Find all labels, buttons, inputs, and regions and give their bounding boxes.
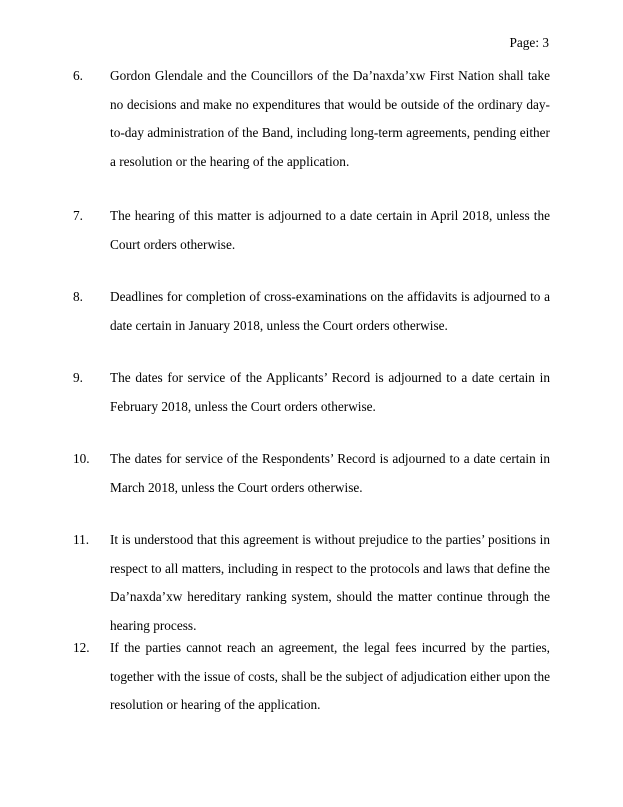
paragraph-text: It is understood that this agreement is without prejudice to the parties’ positions in respect to all matters, including in respect to the protocols and laws that define the Da’naxda’xw hereditary ranking system, should the matter continue through the hearing process. xyxy=(110,532,550,634)
paragraph-item-12 xyxy=(73,634,550,720)
paragraph-number: 7. xyxy=(73,208,83,223)
paragraph-item-11 xyxy=(73,526,550,641)
paragraph-text: Deadlines for completion of cross-examinations on the affidavits is adjourned to a date certain in January 2018, unless the Court orders otherwise. xyxy=(110,289,550,333)
page-number: Page: 3 xyxy=(509,35,549,50)
paragraph-item-8 xyxy=(73,283,550,340)
paragraph-item-6 xyxy=(73,62,550,177)
paragraph-number: 10. xyxy=(73,451,90,466)
paragraph-number: 6. xyxy=(73,68,83,83)
paragraph-text: If the parties cannot reach an agreement, the legal fees incurred by the parties, together with the issue of costs, shall be the subject of adjudication either upon the resolution or hearing of the application. xyxy=(110,640,550,713)
paragraph-text: The dates for service of the Applicants’ Record is adjourned to a date certain in February 2018, unless the Court orders otherwise. xyxy=(110,370,550,414)
paragraph-number: 12. xyxy=(73,640,90,655)
paragraph-number: 8. xyxy=(73,289,83,304)
paragraph-item-9 xyxy=(73,364,550,421)
paragraph-number: 11. xyxy=(73,532,90,547)
paragraph-number: 9. xyxy=(73,370,83,385)
paragraph-item-10 xyxy=(73,445,550,502)
paragraph-text: The hearing of this matter is adjourned to a date certain in April 2018, unless the Court orders otherwise. xyxy=(110,208,550,252)
paragraph-text: Gordon Glendale and the Councillors of the Da’naxda’xw First Nation shall take no decisions and make no expenditures that would be outside of the ordinary day-to-day administration of the Band, including long-term agreements, pending either a resolution or the hearing of the application. xyxy=(110,68,550,170)
paragraph-item-7 xyxy=(73,202,550,259)
paragraph-text: The dates for service of the Respondents’ Record is adjourned to a date certain in March 2018, unless the Court orders otherwise. xyxy=(110,451,550,495)
